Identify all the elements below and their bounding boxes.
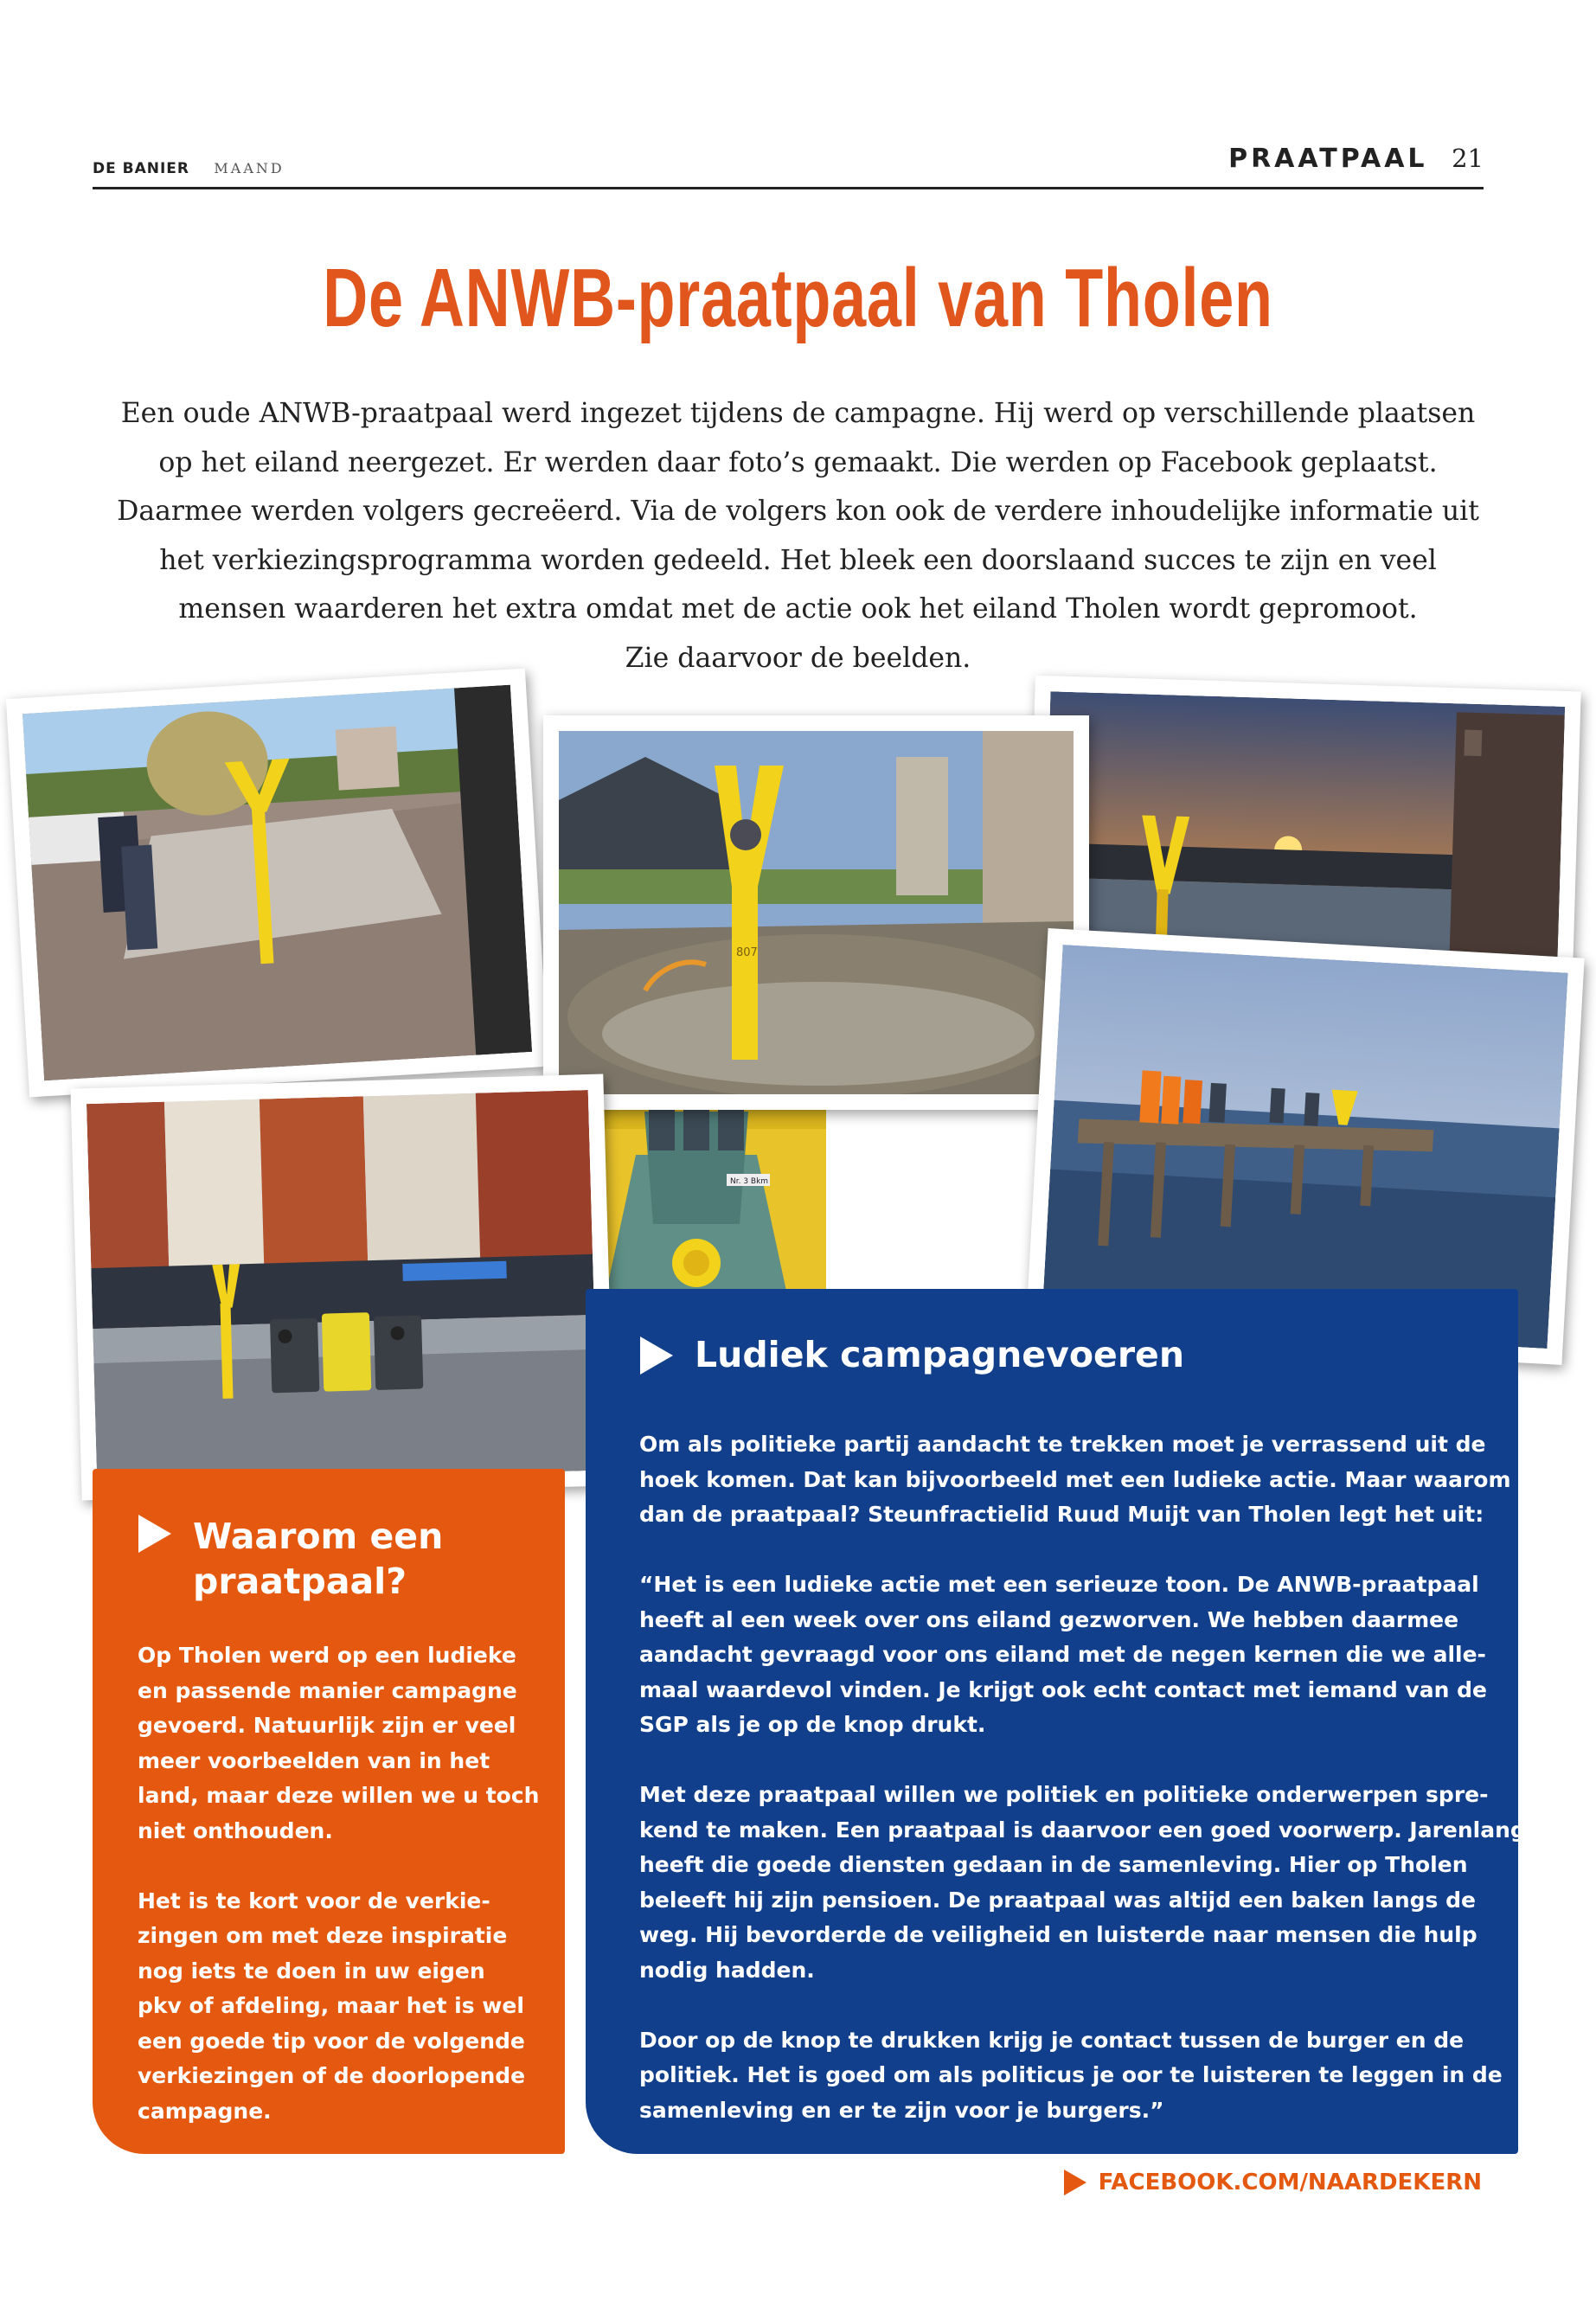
photo-street-crossing <box>6 669 548 1098</box>
photo-roundabout <box>543 715 1089 1110</box>
intro-line: Daarmee werden volgers gecreëerd. Via de volgers kon ook de verdere inhoudelijke informatie uit <box>117 496 1479 527</box>
magazine-name: DE BANIER <box>93 160 190 177</box>
facebook-link-text[interactable]: FACEBOOK.COM/NAARDEKERN <box>1098 2170 1482 2195</box>
closeup-plate-text: Nr. 3 Bkm <box>730 1177 769 1186</box>
feature-text: Om als politieke partij aandacht te trekken moet je verrassend uit de hoek komen. Dat kan bijvoorbeeld met een ludieke actie. Maar waarom dan de praatpaal? Steunfractielid Ruud Muijt van Tholen legt het uit: “Het is een ludieke actie met een serieuze toon. De ANWB-praatpaal heeft al een week over ons eiland gezworven. We hebben daarmee aandacht gevraagd voor ons eiland met de negen kernen die we alle- maal waardevol vinden. Je krijgt ook echt contact met iemand van de SGP als je op de knop drukt. Met deze praatpaal willen we politiek en politieke onderwerpen spre- kend te maken. Een praatpaal is daarvoor een goed voorwerp. Jarenlang heeft die goede diensten gedaan in de samenleving. Hier op Tholen beleeft hij zijn pensioen. De praatpaal was altijd een baken langs de weg. Hij bevorderde de veiligheid en luisterde naar mensen die hulp nodig hadden. Door op de knop te drukken krijg je contact tussen de burger en de politiek. Het is goed om als politicus je oor te luisteren te leggen in de samenleving en er te zijn voor je burgers.” <box>639 1432 1526 2123</box>
photo-shopping-street <box>70 1074 614 1500</box>
intro-line: op het eiland neergezet. Er werden daar foto’s gemaakt. Die werden op Facebook geplaatst. <box>158 446 1438 478</box>
running-header-right <box>1228 144 1484 174</box>
sidebar-heading: Waarom een praatpaal? <box>193 1516 444 1602</box>
feature-heading: Ludiek campagnevoeren <box>695 1334 1185 1375</box>
arrow-icon <box>1064 2170 1086 2195</box>
roundabout-pole-number: 807 <box>736 946 758 959</box>
intro-paragraph <box>87 389 1509 683</box>
issue-month: MAAND <box>214 160 285 176</box>
intro-line: het verkiezingsprogramma worden gedeeld. Het bleek een doorslaand succes te zijn en veel <box>159 544 1437 576</box>
feature-ludiek-campagnevoeren <box>586 1289 1526 2154</box>
running-header-left <box>93 160 285 177</box>
sidebar-text: Op Tholen werd op een ludieke en passende manier campagne gevoerd. Natuurlijk zijn er veel meer voorbeelden van in het land, maar deze willen we u toch niet onthouden. Het is te kort voor de verkie- zingen om met deze inspiratie nog iets te doen in uw eigen pkv of afdeling, maar het is wel een goede tip voor de volgende verkiezingen of de doorlopende campagne. <box>138 1643 540 2124</box>
heading-triangle-icon <box>640 1336 673 1375</box>
facebook-link[interactable] <box>1064 2170 1482 2195</box>
section-name: PRAATPAAL <box>1228 144 1428 174</box>
header-rule <box>93 187 1484 189</box>
page-number: 21 <box>1452 144 1484 173</box>
intro-line: Een oude ANWB-praatpaal werd ingezet tijdens de campagne. Hij werd op verschillende plaatsen <box>120 398 1476 429</box>
intro-line: Zie daarvoor de beelden. <box>625 642 971 674</box>
article-title: De ANWB-praatpaal van Tholen <box>323 252 1273 344</box>
heading-triangle-icon <box>138 1515 171 1553</box>
sidebar-why-praatpaal <box>93 1469 565 2154</box>
intro-line: mensen waarderen het extra omdat met de actie ook het eiland Tholen wordt gepromoot. <box>178 593 1418 625</box>
